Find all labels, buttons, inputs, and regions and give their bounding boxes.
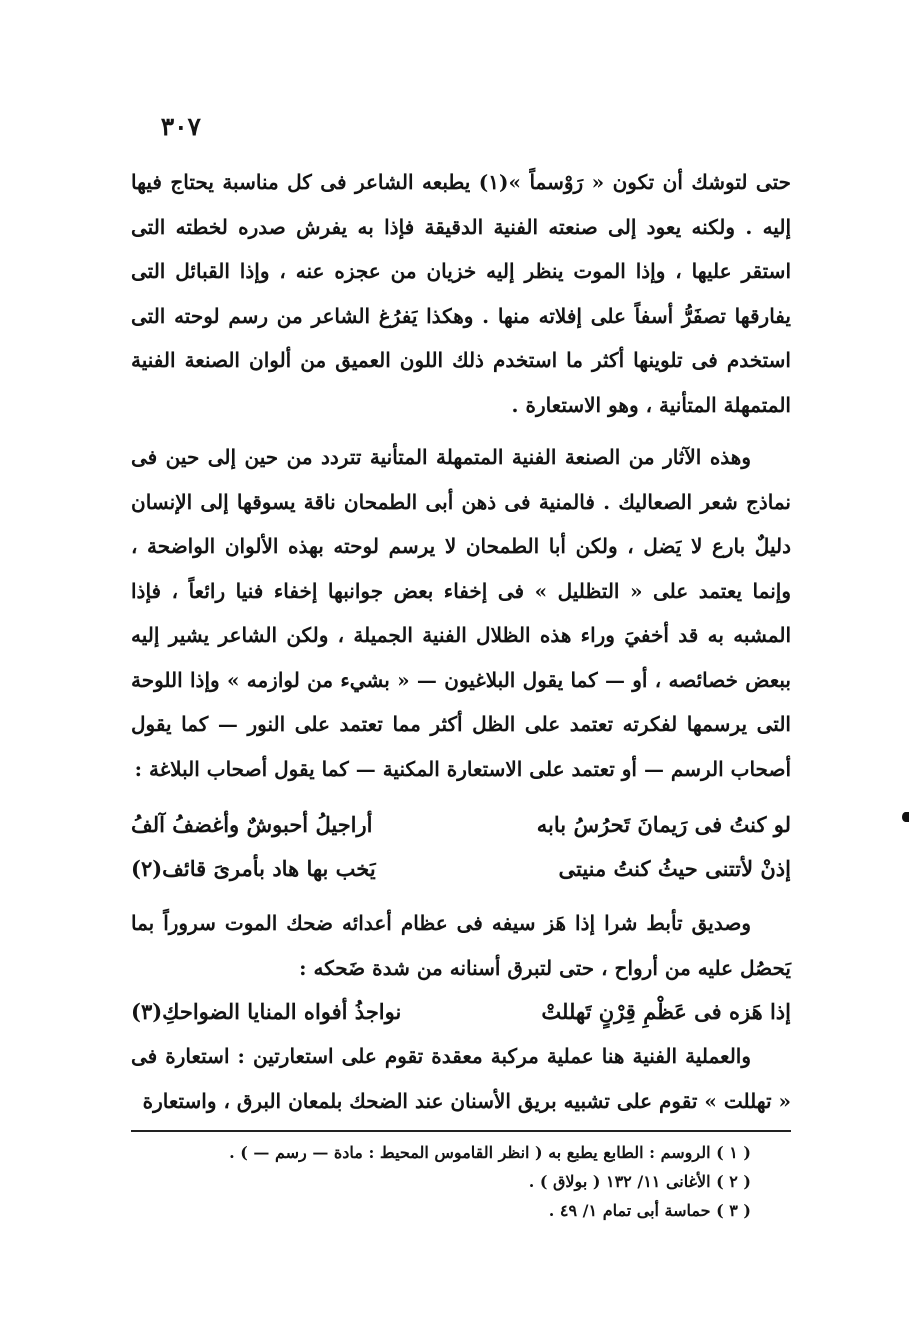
footnote-2: ( ٢ ) الأغانى ١١/ ١٣٢ ( بولاق ) . (528, 1172, 751, 1191)
verse-3-second-hemistich: نواجذُ أفواه المنايا الضواحكِ(٣) (131, 999, 402, 1024)
verse-1-first-hemistich: لو كنتُ فى رَيمانَ تَحرُسُ بابه (536, 812, 791, 837)
verse-3-first-hemistich: إذا هَزه فى عَظْمِ قِرْنٍ تَهللتْ (541, 999, 791, 1024)
paragraph-1: حتى لتوشك أن تكون « رَوْسماً »(١) يطبعه الشاعر فى كل مناسبة يحتاج فيها إليه . ولكنه يعود إلى صنعته الفنية الدقيقة فإذا به يفرش صدره لخطته التى استقر عليها ، وإذا الموت ينظر إليه خزيان من عجزه عنه ، وإذا القبائل التى يفارقها تصفَرُّ أسفاً على إفلاته منها . وهكذا يَفرُغ الشاعر من رسم لوحته التى استخدم فى تلوينها أكثر ما استخدم ذلك اللون العميق من ألوان الصنعة الفنية المتمهلة المتأنية ، وهو الاستعارة . (131, 170, 791, 417)
margin-mark (902, 812, 909, 822)
footnote-1: ( ١ ) الروسم : الطابع يطبع به ( انظر القاموس المحيط : مادة — رسم — ) . (229, 1143, 751, 1162)
paragraph-3: وصديق تأبط شرا إذا هَز سيفه فى عظام أعدائه ضحك الموت سروراً بما يَحصُل عليه من أرواح ، حتى لتبرق أسنانه من شدة ضَحكه : (131, 911, 791, 980)
verse-line-1 (131, 803, 791, 847)
footnotes (151, 1138, 751, 1225)
poem-block-1 (131, 803, 791, 891)
footnote-3: ( ٣ ) حماسة أبى تمام ١/ ٤٩ . (548, 1201, 751, 1220)
main-text (131, 160, 791, 1123)
verse-line-2 (131, 847, 791, 891)
footnote-separator (131, 1130, 791, 1132)
verse-1-second-hemistich: أراجيلُ أحبوشٌ وأغضفُ آلفُ (131, 812, 373, 837)
paragraph-4: والعملية الفنية هنا عملية مركبة معقدة تقوم على استعارتين : استعارة فى « تهللت » تقوم على تشبيه بريق الأسنان عند الضحك بلمعان البرق ، واستعارة (131, 1044, 791, 1113)
paragraph-2: وهذه الآثار من الصنعة الفنية المتمهلة المتأنية تتردد من حين إلى حين فى نماذج شعر الصعاليك . فالمنية فى ذهن أبى الطمحان ناقة يسوقها إلى الإنسان دليلٌ بارع لا يَضل ، ولكن أبا الطمحان لا يرسم لوحته بهذه الألوان الواضحة ، وإنما يعتمد على « التظليل » فى إخفاء بعض جوانبها إخفاء فنيا رائعاً ، فإذا المشبه به قد أخفيَ وراء هذه الظلال الفنية الجميلة ، ولكن الشاعر يشير إليه ببعض خصائصه ، أو — كما يقول البلاغيون — « بشيء من لوازمه » وإذا اللوحة التى يرسمها لفكرته تعتمد على الظل أكثر مما تعتمد على النور — كما يقول أصحاب الرسم — أو تعتمد على الاستعارة المكنية — كما يقول أصحاب البلاغة : (131, 445, 791, 781)
verse-2-second-hemistich: يَخب بها هاد بأمرىَ قائف(٢) (131, 856, 376, 881)
page-number: ٣٠٧ (160, 112, 201, 141)
verse-2-first-hemistich: إذنْ لأتتنى حيثُ كنتُ منيتى (558, 856, 791, 881)
verse-line-3 (131, 990, 791, 1034)
